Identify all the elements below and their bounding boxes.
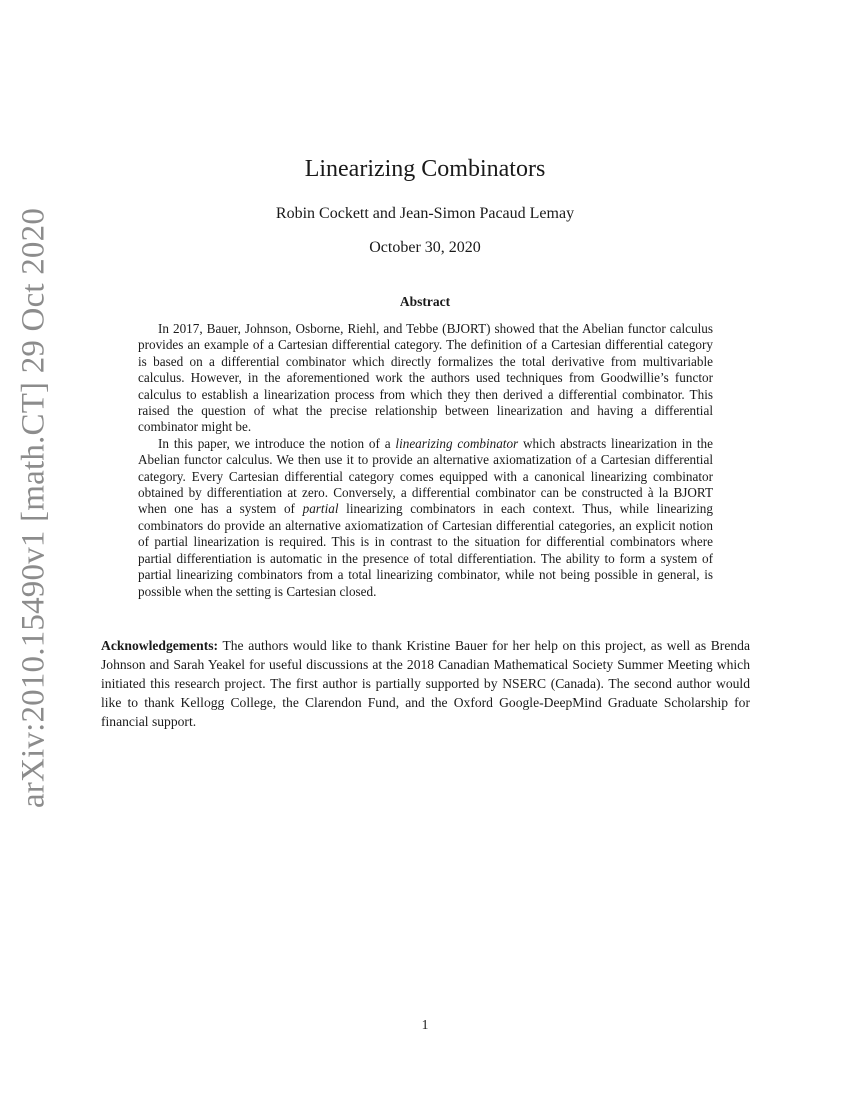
emphasis-partial: partial	[302, 501, 339, 517]
acknowledgements-text: The authors would like to thank Kristine Bauer for her help on this project, as well as Brenda Johnson and Sarah Yeakel for useful discussions at the 2018 Canadian Mathematical Society Summer Meeting which initiated this research project. The first author is partially supported by NSERC (Canada). The second author would like to thank Kellogg College, the Clarendon Fund, and the Oxford Google-DeepMind Graduate Scholarship for financial support.	[101, 638, 750, 729]
abstract-heading: Abstract	[399, 294, 451, 309]
abstract-paragraph-2	[138, 436, 713, 600]
arxiv-identifier-stamp	[14, 207, 54, 809]
arxiv-identifier-text: arXiv:2010.15490v1 [math.CT] 29 Oct 2020	[15, 207, 52, 809]
abstract-body	[138, 321, 713, 600]
abstract-p2-text-start: In this paper, we introduce the notion of a	[158, 435, 396, 451]
abstract-p2-text-end: linearizing combinators in each context. Thus, while linearizing combinators do provide an alternative axiomatization of Cartesian differential categories, an explicit notion of partial linearization is required. This is in contrast to the situation for differential combinators where partial differentiation is automatic in the presence of total differentiation. The ability to form a system of partial linearizing combinators from a total linearizing combinator, while not being possible in general, is possible when the setting is Cartesian closed.	[138, 501, 713, 599]
acknowledgements-label: Acknowledgements:	[101, 638, 219, 653]
page-number: 1	[421, 1017, 429, 1032]
abstract-p2-text-middle: which abstracts linearization in the Abelian functor calculus. We then use it to provide an alternative axiomatization of a Cartesian differential category. Every Cartesian differential category comes equipped with a canonical linearizing combinator obtained by differentiation at zero. Conversely, a differential combinator can be constructed à la BJORT when one has a system of	[138, 435, 713, 517]
abstract-paragraph-1: In 2017, Bauer, Johnson, Osborne, Riehl, and Tebbe (BJORT) showed that the Abelian functor calculus provides an example of a Cartesian differential category. The definition of a Cartesian differential category is based on a differential combinator which directly formalizes the total derivative from multivariable calculus. However, in the aforementioned work the authors used techniques from Goodwillie’s functor calculus to establish a linearization process from which they then derived a differential combinator. This raised the question of what the precise relationship between linearization and having a differential combinator might be.	[138, 321, 713, 435]
paper-authors: Robin Cockett and Jean-Simon Pacaud Lemay	[275, 205, 575, 222]
paper-date: October 30, 2020	[369, 239, 481, 256]
emphasis-linearizing-combinator: linearizing combinator	[395, 435, 519, 451]
paper-title: Linearizing Combinators	[304, 156, 546, 182]
acknowledgements-paragraph	[101, 636, 750, 731]
